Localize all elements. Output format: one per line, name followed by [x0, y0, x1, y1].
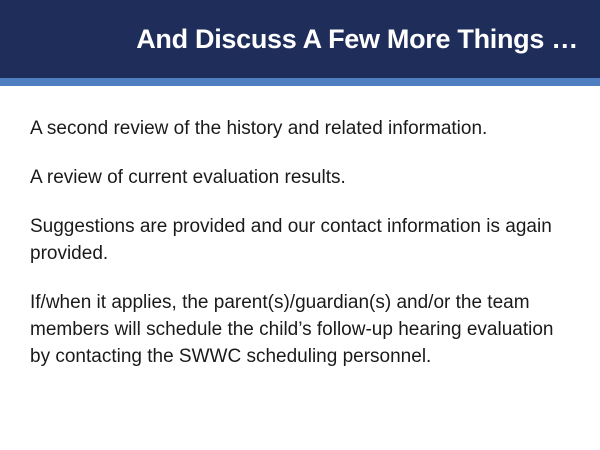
paragraph-evaluation-results: A review of current evaluation results. — [30, 167, 346, 188]
paragraph-suggestions-contact: Suggestions are provided and our contact information is again provided. — [30, 216, 552, 264]
slide-title: And Discuss A Few More Things … — [136, 24, 578, 54]
slide-body — [30, 115, 575, 392]
title-bar — [0, 0, 600, 78]
paragraph-history-review: A second review of the history and related information. — [30, 118, 488, 139]
paragraph-follow-up-scheduling: If/when it applies, the parent(s)/guardian(s) and/or the team members will schedule the child’s follow-up hearing evaluation by contacting the SWWC scheduling personnel. — [30, 292, 554, 367]
title-bar-accent-stripe — [0, 78, 600, 86]
